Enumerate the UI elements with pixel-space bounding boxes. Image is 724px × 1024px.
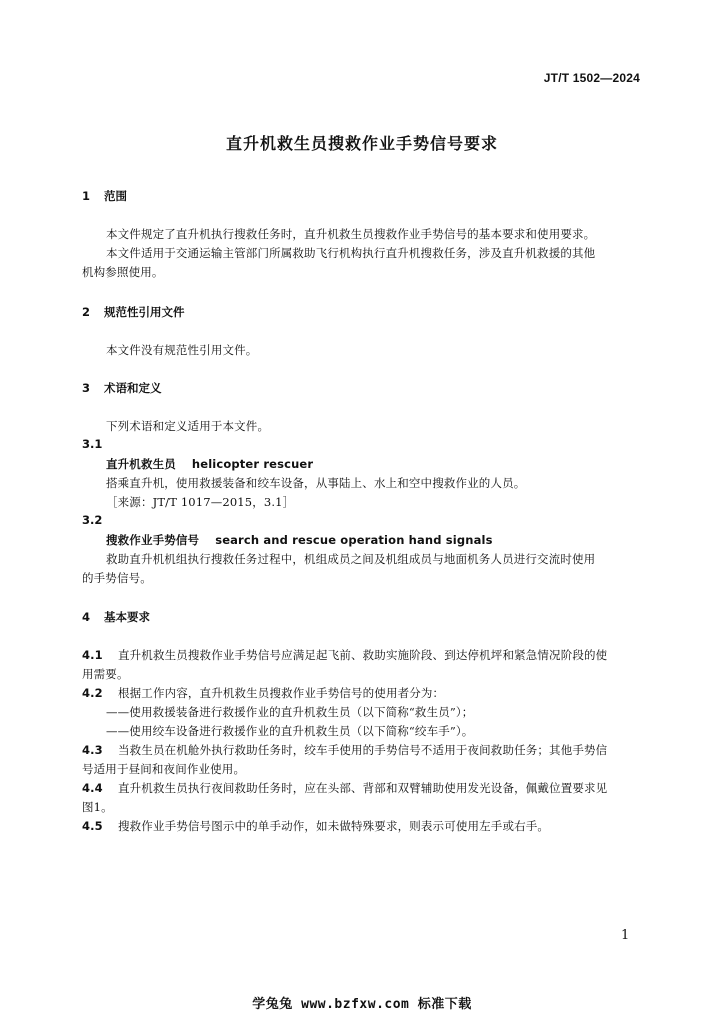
clause-number: 4.3 — [82, 743, 103, 757]
clause-number: 4.1 — [82, 648, 103, 662]
clause-4-1 — [82, 647, 607, 663]
term-definition: 救助直升机机组执行搜救任务过程中，机组成员之间及机组成员与地面机务人员进行交流时使用 — [106, 552, 596, 566]
page-number: 1 — [621, 928, 630, 943]
clause-continuation: 号适用于昼间和夜间作业使用。 — [82, 762, 246, 776]
watermark-footer: 学兔兔 www.bzfxw.com 标准下载 — [252, 997, 472, 1012]
clause-text: 当救生员在机舱外执行救助任务时，绞车手使用的手势信号不适用于夜间救助任务；其他手势信 — [118, 743, 608, 757]
dash-list-item: ——使用绞车设备进行救援作业的直升机救生员（以下简称“绞车手”）。 — [106, 724, 474, 738]
term-source: ［来源：JT/T 1017—2015，3.1］ — [106, 495, 295, 509]
standard-number: JT/T 1502—2024 — [543, 71, 640, 85]
paragraph: 本文件没有规范性引用文件。 — [106, 343, 258, 357]
section-number: 4 — [82, 610, 91, 624]
clause-number: 4.2 — [82, 686, 103, 700]
term-heading — [106, 456, 313, 472]
clause-text: 搜救作业手势信号图示中的单手动作，如未做特殊要求，则表示可使用左手或右手。 — [118, 819, 550, 833]
clause-text: 直升机救生员执行夜间救助任务时，应在头部、背部和双臂辅助使用发光设备，佩戴位置要求见 — [118, 781, 608, 795]
clause-text: 直升机救生员搜救作业手势信号应满足起飞前、救助实施阶段、到达停机坪和紧急情况阶段的使 — [118, 648, 608, 662]
section-3-heading — [82, 380, 162, 396]
paragraph: 本文件规定了直升机执行搜救任务时，直升机救生员搜救作业手势信号的基本要求和使用要求。 — [106, 227, 596, 241]
clause-text: 根据工作内容，直升机救生员搜救作业手势信号的使用者分为： — [118, 686, 445, 700]
term-chinese: 搜救作业手势信号 — [106, 533, 200, 547]
section-number: 1 — [82, 189, 91, 203]
term-english: helicopter rescuer — [191, 457, 314, 471]
section-title: 术语和定义 — [104, 381, 162, 395]
paragraph: 本文件适用于交通运输主管部门所属救助飞行机构执行直升机搜救任务，涉及直升机救援的其他 — [106, 246, 596, 260]
clause-4-5 — [82, 818, 549, 834]
section-2-heading — [82, 304, 185, 320]
term-english: search and rescue operation hand signals — [215, 533, 493, 547]
clause-4-2 — [82, 685, 444, 701]
dash-list-item: ——使用救援装备进行救援作业的直升机救生员（以下简称“救生员”）； — [106, 705, 474, 719]
section-title: 范围 — [104, 189, 127, 203]
section-4-heading — [82, 609, 150, 625]
clause-number: 4.5 — [82, 819, 103, 833]
term-definition: 搭乘直升机，使用救援装备和绞车设备，从事陆上、水上和空中搜救作业的人员。 — [106, 476, 526, 490]
clause-number: 4.4 — [82, 781, 103, 795]
section-title: 规范性引用文件 — [104, 305, 185, 319]
section-number: 3 — [82, 381, 91, 395]
section-title: 基本要求 — [104, 610, 150, 624]
clause-continuation: 用需要。 — [82, 667, 129, 681]
paragraph: 下列术语和定义适用于本文件。 — [106, 419, 270, 433]
clause-4-3 — [82, 742, 607, 758]
term-number: 3.1 — [82, 437, 103, 451]
paragraph-continuation: 机构参照使用。 — [82, 265, 164, 279]
document-title: 直升机救生员搜救作业手势信号要求 — [225, 134, 498, 153]
term-chinese: 直升机救生员 — [106, 457, 176, 471]
term-number: 3.2 — [82, 513, 103, 527]
section-number: 2 — [82, 305, 91, 319]
clause-continuation: 图1。 — [82, 800, 113, 814]
section-1-heading — [82, 188, 127, 204]
clause-4-4 — [82, 780, 607, 796]
term-definition-continuation: 的手势信号。 — [82, 571, 152, 585]
term-heading — [106, 532, 493, 548]
